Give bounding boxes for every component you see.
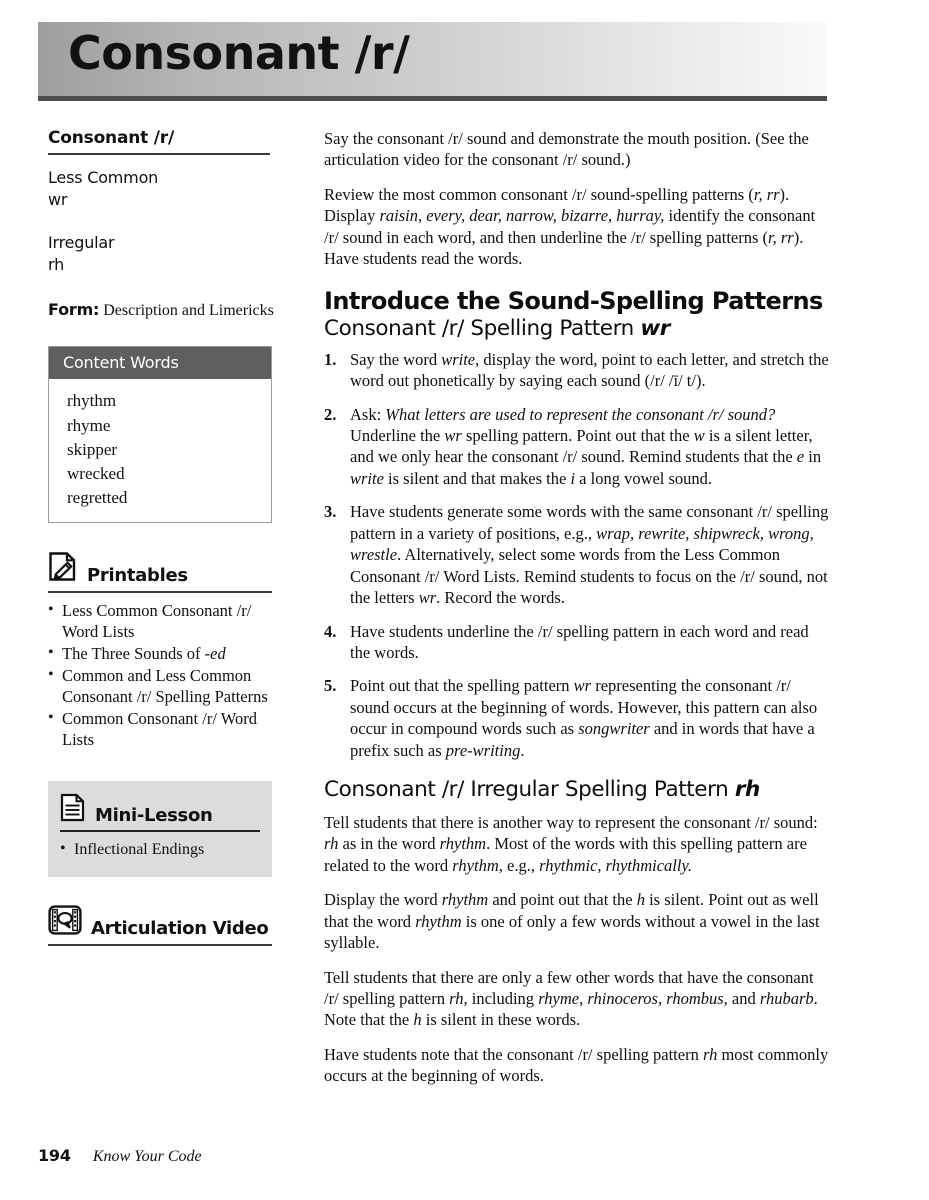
printables-section	[48, 551, 272, 751]
rh-paragraph: Have students note that the consonant /r/ spelling pattern rh most commonly occurs at the beginning of words.	[324, 1044, 829, 1086]
intro-paragraph: Review the most common consonant /r/ sound-spelling patterns (r, rr). Display raisin, every, dear, narrow, bizarre, hurray, identify the consonant /r/ sound in each word, and then underline the /r/ spelling patterns (r, rr). Have students read the words.	[324, 184, 816, 269]
wr-subheading	[324, 317, 829, 342]
articulation-video-section[interactable]	[48, 905, 272, 946]
printables-list-item[interactable]: • Common and Less Common Consonant /r/ Spelling Patterns	[48, 666, 272, 708]
mini-lesson-list	[60, 840, 260, 860]
sidebar-irregular-label: Irregular	[48, 233, 115, 253]
articulation-video-header[interactable]	[48, 905, 272, 946]
content-word: skipper	[67, 439, 118, 459]
main-content	[324, 128, 829, 1100]
sidebar-less-common-label: Less Common	[48, 168, 159, 187]
sidebar-irregular-value: rh	[48, 254, 65, 274]
step-item: 4. Have students underline the /r/ spelling pattern in each word and read the words.	[324, 621, 809, 662]
rh-subheading-text: Consonant /r/ Irregular Spelling Pattern	[324, 777, 735, 803]
page-number: 194	[38, 1146, 71, 1165]
printables-heading: Printables	[87, 565, 188, 587]
sidebar-title: Consonant /r/	[48, 128, 270, 155]
sidebar-form-label: Form:	[48, 300, 100, 320]
step-item: 1. Say the word write, display the word, point to each letter, and stretch the word out phonetically by saying each sound (/r/ /ī/ t/).	[324, 349, 829, 391]
page-title: Consonant /r/	[68, 26, 410, 80]
sidebar-form-value: Description and Limericks	[103, 302, 274, 320]
sidebar-less-common-group	[48, 167, 276, 210]
content-words-box	[48, 346, 272, 523]
sidebar-less-common-value: wr	[48, 189, 68, 209]
content-word: rhyme	[67, 415, 111, 435]
page-footer	[38, 1146, 202, 1166]
step-number: 3.	[324, 502, 337, 522]
intro-paragraph: Say the consonant /r/ sound and demonstrate the mouth position. (See the articulation video for the consonant /r/ sound.)	[324, 129, 809, 170]
rh-subheading	[324, 778, 829, 803]
step-number: 4.	[324, 621, 337, 641]
wr-steps-list	[324, 349, 829, 761]
mini-lesson-list-item[interactable]: • Inflectional Endings	[60, 840, 260, 860]
articulation-video-heading: Articulation Video	[91, 918, 269, 940]
rh-paragraph: Tell students that there is another way to represent the consonant /r/ sound: rh as in the word rhythm. Most of the words with this spelling pattern are related to the word rhythm, e.g., rhythmic, rhythmically.	[324, 812, 818, 875]
printables-header	[48, 551, 272, 593]
step-item: 5. Point out that the spelling pattern wr representing the consonant /r/ sound occurs at the beginning of words. However, this pattern can also occur in compound words such as songwriter and in words that have a prefix such as pre-writing.	[324, 676, 818, 760]
content-words-heading: Content Words	[49, 347, 271, 379]
step-item: 3. Have students generate some words with the same consonant /r/ spelling pattern in a variety of positions, e.g., wrap, rewrite, shipwreck, wrong, wrestle. Alternatively, select some words from the Less Common Consonant /r/ Word Lists. Remind students to focus on the /r/ sound, not the letters wr. Record the words.	[324, 502, 829, 608]
sidebar-form-group	[48, 299, 276, 321]
printables-item-emphasis: -ed	[204, 644, 226, 664]
content-words-list	[49, 379, 271, 522]
mini-lesson-heading: Mini-Lesson	[95, 804, 213, 826]
rh-subheading-pattern: rh	[734, 777, 760, 803]
printables-list-item[interactable]: • Common Consonant /r/ Word Lists	[48, 709, 272, 751]
sidebar	[48, 128, 276, 946]
content-word: rhythm	[67, 391, 117, 411]
content-word: regretted	[67, 487, 128, 507]
step-number: 1.	[324, 349, 337, 369]
document-lines-icon	[60, 793, 86, 827]
printables-list-item[interactable]: • Less Common Consonant /r/ Word Lists	[48, 601, 272, 643]
section-heading: Introduce the Sound-Spelling Patterns	[324, 286, 823, 315]
wr-subheading-pattern: wr	[640, 316, 671, 342]
content-word: wrecked	[67, 463, 125, 483]
step-number: 5.	[324, 676, 337, 696]
rh-paragraph: Tell students that there are only a few other words that have the consonant /r/ spelling pattern rh, including rhyme, rhinoceros, rhombus, and rhubarb. Note that the h is silent in these words.	[324, 967, 818, 1030]
rh-paragraph: Display the word rhythm and point out that the h is silent. Point out as well that the word rhythm is one of only a few words without a vowel in the last syllable.	[324, 890, 820, 953]
wr-subheading-text: Consonant /r/ Spelling Pattern	[324, 316, 641, 342]
film-speech-bubble-icon	[48, 905, 82, 940]
page-banner	[38, 22, 827, 101]
printables-list	[48, 601, 272, 751]
page-pencil-icon	[48, 551, 78, 587]
printables-list-item[interactable]: • The Three Sounds of -ed	[48, 644, 272, 665]
step-number: 2.	[324, 404, 337, 424]
step-item: 2. Ask: What letters are used to represent the consonant /r/ sound? Underline the wr spelling pattern. Point out that the w is a silent letter, and we only hear the consonant /r/ sound. Remind students that the e in write is silent and that makes the i a long vowel sound.	[324, 404, 822, 488]
sidebar-irregular-group	[48, 232, 276, 275]
mini-lesson-header	[60, 793, 260, 832]
mini-lesson-box	[48, 781, 272, 877]
running-title: Know Your Code	[92, 1148, 202, 1165]
